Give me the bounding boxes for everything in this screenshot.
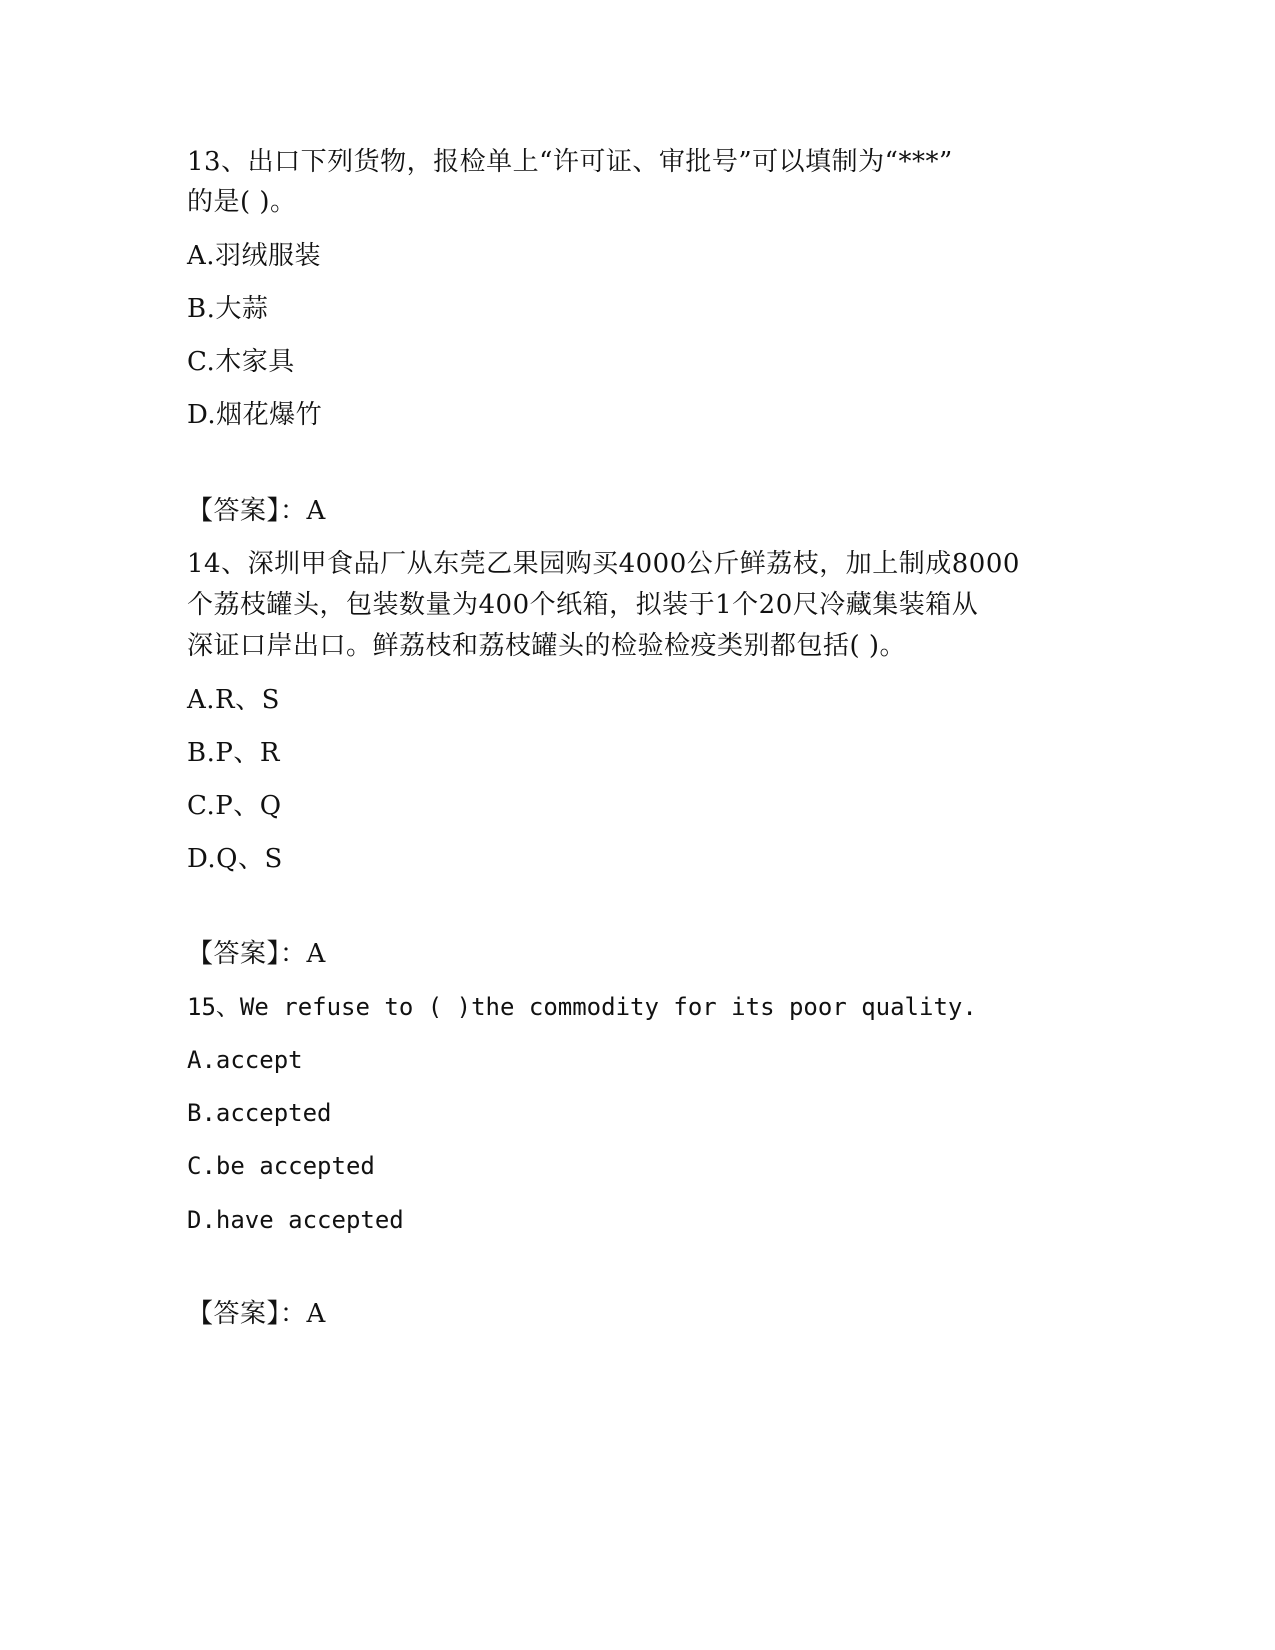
- question-15-option-b: B.accepted: [187, 1099, 332, 1127]
- question-14-text-line-3: 深证口岸出口。鲜荔枝和荔枝罐头的检验检疫类别都包括( )。: [187, 631, 907, 661]
- question-13-option-c: C.木家具: [187, 347, 295, 377]
- question-13-option-b: B.大蒜: [187, 294, 269, 324]
- question-14-text-line-2: 个荔枝罐头，包装数量为400个纸箱，拟装于1个20尺冷藏集装箱从: [187, 590, 979, 620]
- question-13-answer: 【答案】：A: [187, 496, 326, 526]
- question-15-answer: 【答案】：A: [187, 1299, 326, 1329]
- question-14-option-b: B.P、R: [187, 738, 280, 768]
- question-14-option-a: A.R、S: [187, 685, 280, 715]
- question-13-option-d: D.烟花爆竹: [187, 400, 323, 430]
- question-13-option-a: A.羽绒服装: [187, 241, 322, 271]
- question-14-option-c: C.P、Q: [187, 791, 282, 821]
- question-13-text-line-2: 的是( )。: [187, 187, 297, 217]
- question-15-option-c: C.be accepted: [187, 1152, 375, 1180]
- question-14-answer: 【答案】：A: [187, 939, 326, 969]
- question-14-text-line-1: 14、深圳甲食品厂从东莞乙果园购买4000公斤鲜荔枝，加上制成8000: [187, 549, 1020, 579]
- question-15-text-line-1: 15、We refuse to ( )the commodity for its poor quality.: [187, 993, 977, 1021]
- question-13-text-line-1: 13、出口下列货物，报检单上“许可证、审批号”可以填制为“***”: [187, 147, 953, 177]
- question-15-option-a: A.accept: [187, 1046, 303, 1074]
- question-15-option-d: D.have accepted: [187, 1206, 404, 1234]
- question-14-option-d: D.Q、S: [187, 844, 283, 874]
